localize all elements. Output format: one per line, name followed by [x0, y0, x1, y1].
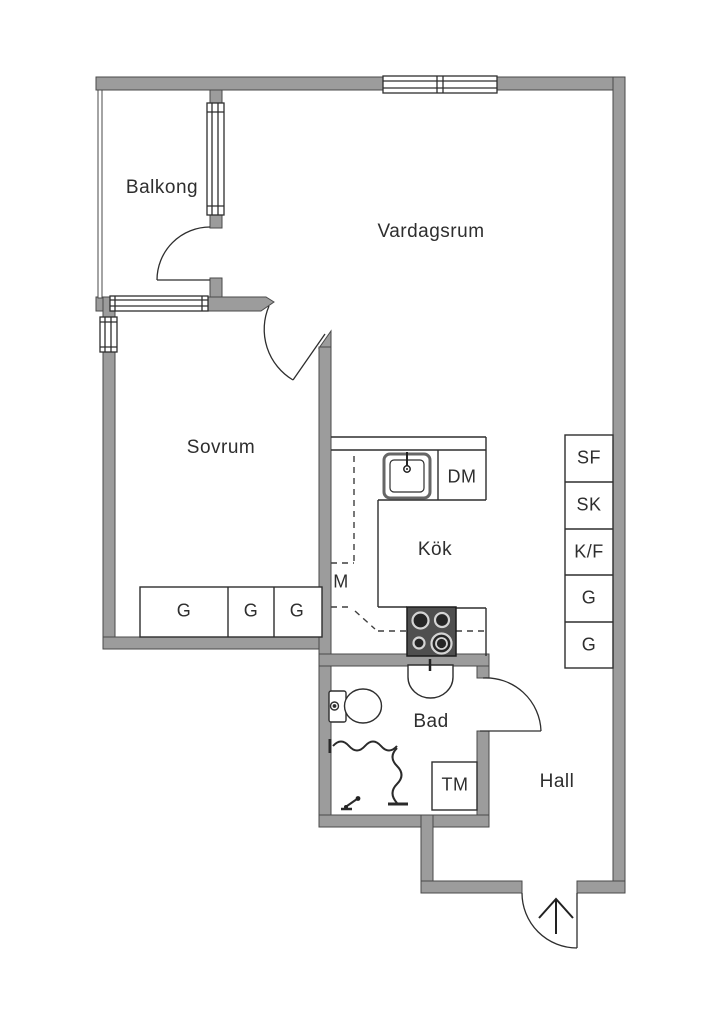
room-label-hall: Hall	[539, 771, 575, 792]
closet-label-g2: G	[581, 634, 597, 655]
wall-bath-bottom	[319, 815, 489, 827]
stove-icon	[407, 607, 456, 656]
dishwasher-label: DM	[447, 466, 477, 487]
wall-balcony-divider-bottom	[210, 278, 222, 298]
bedroom-closet-label-3: G	[289, 600, 305, 621]
balcony-door	[157, 227, 210, 280]
wall-balcony-divider-mid	[210, 214, 222, 228]
bedroom-door	[264, 306, 325, 380]
windows	[100, 76, 497, 352]
wall-hall-bottom-left	[421, 881, 522, 893]
wall-bath-right-lower	[477, 731, 489, 827]
closet-label-sf: SF	[576, 447, 602, 468]
room-label-bathroom: Bad	[413, 711, 449, 732]
wall-balcony-divider-top	[210, 90, 222, 104]
entrance-arrow-icon	[539, 899, 573, 934]
room-label-kitchen: Kök	[417, 539, 453, 560]
shower-icon	[330, 739, 408, 809]
window-bedroom-left	[100, 317, 117, 352]
bedroom-closet-label-1: G	[176, 600, 192, 621]
wall-top	[96, 77, 625, 90]
wall-hall-bottom-right	[577, 881, 625, 893]
wall-bath-top	[319, 654, 489, 666]
window-living-room	[383, 76, 497, 93]
closet-label-g1: G	[581, 587, 597, 608]
window-balcony-divider	[207, 103, 224, 215]
toilet-icon	[329, 689, 382, 723]
bathroom-door	[480, 678, 541, 731]
room-label-living-room: Vardagsrum	[377, 221, 485, 242]
bathroom-sink-icon	[408, 659, 453, 698]
entrance-door	[522, 893, 577, 948]
window-bedroom-top	[110, 296, 208, 311]
room-label-balcony: Balkong	[125, 177, 199, 198]
balcony-railing	[98, 90, 102, 298]
meter-label: M	[333, 571, 349, 592]
bedroom-closet-label-2: G	[243, 600, 259, 621]
wall-bath-right-upper	[477, 666, 489, 678]
closet-label-sk: SK	[576, 494, 602, 515]
room-label-bedroom: Sovrum	[186, 437, 256, 458]
kitchen-sink-icon	[384, 452, 430, 498]
washing-machine-label: TM	[441, 774, 469, 795]
wall-right	[613, 77, 625, 893]
wall-bedroom-bottom	[103, 637, 331, 649]
closet-label-kf: K/F	[574, 541, 604, 562]
